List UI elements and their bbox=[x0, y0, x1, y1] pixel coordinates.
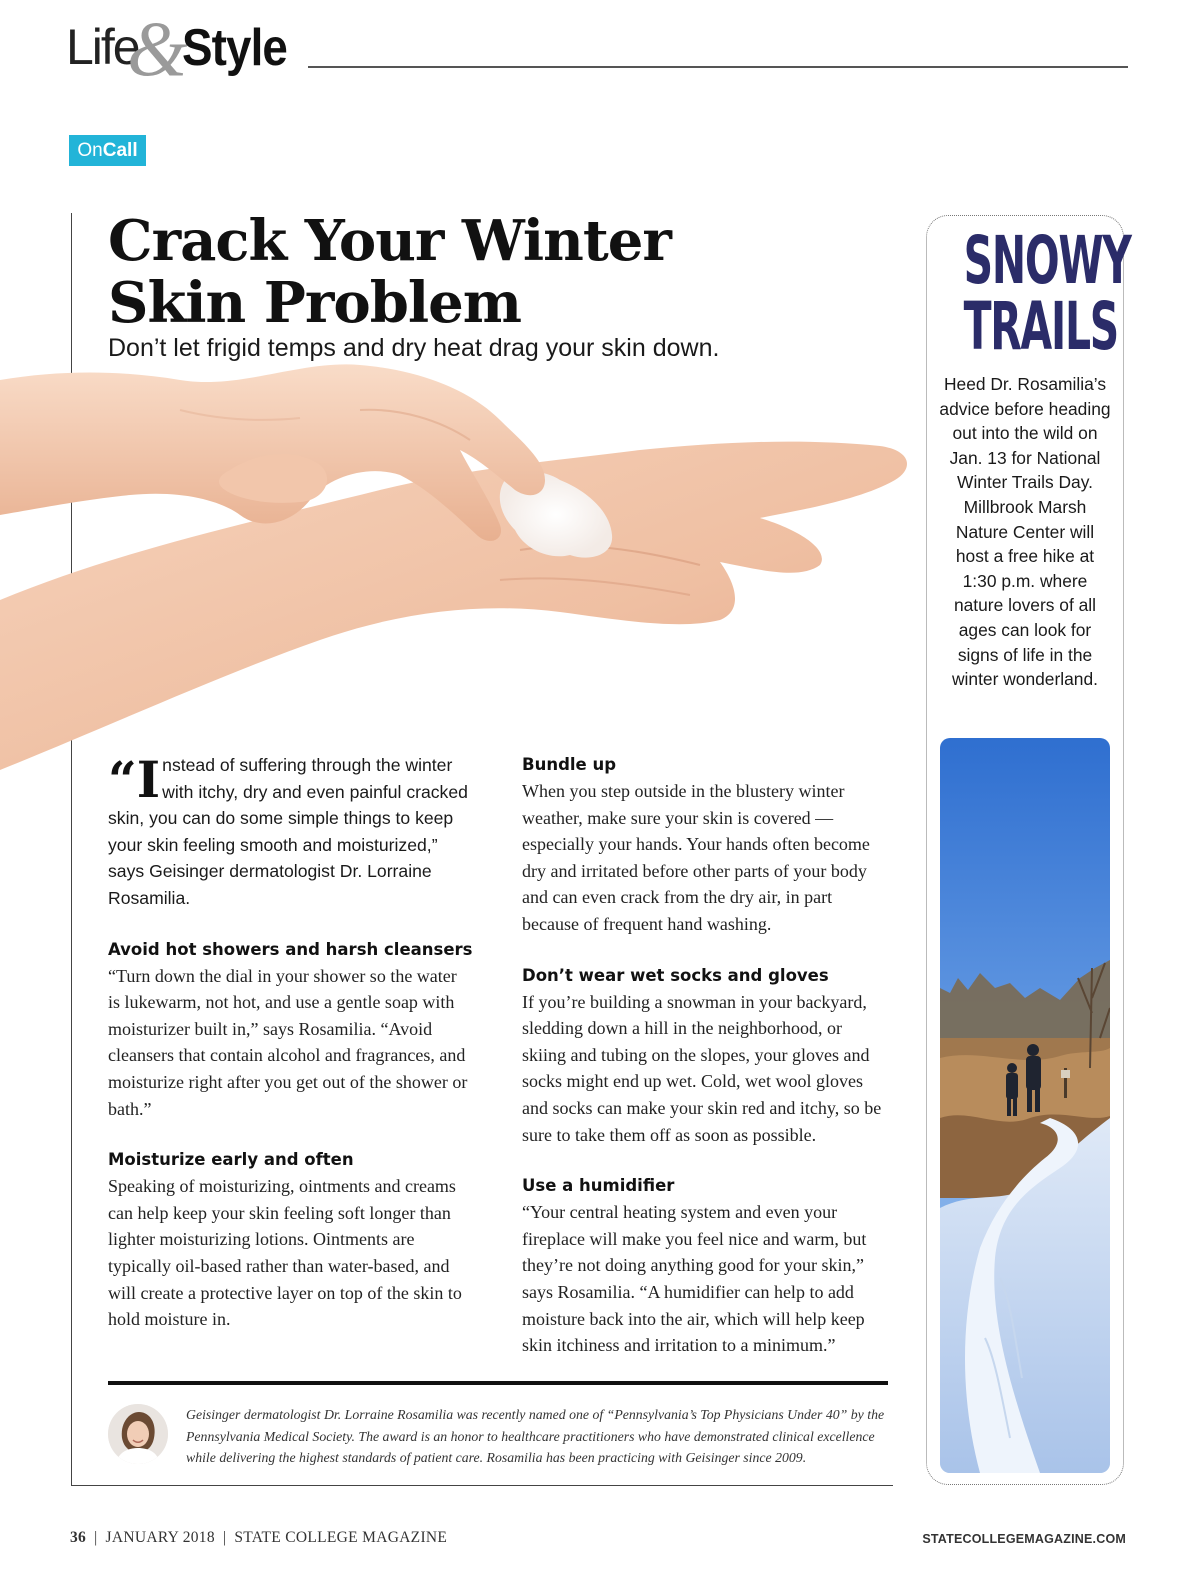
author-portrait-icon bbox=[108, 1404, 168, 1464]
section-heading: Moisturize early and often bbox=[108, 1150, 354, 1170]
section-body: “Turn down the dial in your shower so the water is lukewarm, not hot, and use a gentle soap with moisturizer built in,” says Rosamilia. “Avoid cleansers that contain alcohol and fragrances, and moisturize right after you get out of the shower or bath.” bbox=[108, 965, 468, 1119]
footer-separator: | bbox=[222, 1529, 227, 1546]
article-section bbox=[522, 963, 887, 1149]
page-number: 36 bbox=[70, 1529, 87, 1546]
footer-left bbox=[70, 1529, 447, 1547]
section-body: If you’re building a snowman in your backyard, sledding down a hill in the neighborhood, or skiing and tubing on the slopes, your gloves and socks might end up wet. Cold, wet wool gloves and socks can make your skin red and itchy, so be sure to take them off as soon as possible. bbox=[522, 991, 882, 1145]
section-heading: Avoid hot showers and harsh cleansers bbox=[108, 939, 473, 959]
article-column-left bbox=[108, 752, 473, 1358]
header-rule bbox=[308, 66, 1128, 68]
article-column-right bbox=[522, 752, 887, 1384]
article-intro bbox=[108, 752, 473, 912]
footer-separator: | bbox=[94, 1529, 98, 1546]
article-section bbox=[522, 752, 887, 938]
section-body: When you step outside in the blustery winter weather, make sure your skin is covered — especially your hands. Your hands often become dry and irritated before other parts of your body and can even crack from the dry air, in part because of frequent hand washing. bbox=[522, 781, 870, 934]
article-deck: Don’t let frigid temps and dry heat drag your skin down. bbox=[108, 334, 720, 362]
oncall-tag bbox=[69, 135, 146, 166]
section-body: “Your central heating system and even your fireplace will make you feel nice and warm, but they’re not doing anything good for your skin,” says Rosamilia. “A humidifier can help to add moisture back into the air, which will help keep skin itchiness and irritation to a minimum.” bbox=[522, 1202, 867, 1356]
article-section bbox=[108, 937, 473, 1123]
intro-text: nstead of suffering through the winter with itchy, dry and even painful cracked skin, you can do some simple things to keep your skin feeling smooth and moisturized,” says Geisinger dermatologist Dr. Lorraine Rosamilia. bbox=[108, 755, 468, 908]
magazine-name: STATE COLLEGE MAGAZINE bbox=[234, 1529, 448, 1546]
headline-line-1: Crack Your Winter bbox=[108, 208, 671, 274]
section-heading: Don’t wear wet socks and gloves bbox=[522, 965, 829, 985]
article-headline bbox=[108, 210, 748, 334]
headline-line-2: Skin Problem bbox=[108, 270, 522, 336]
sidebar-title-line-2: TRAILS bbox=[963, 288, 1119, 365]
bio-rule bbox=[108, 1381, 888, 1385]
article-section bbox=[108, 1147, 473, 1333]
hands-lotion-illustration bbox=[0, 350, 920, 780]
author-bio: Geisinger dermatologist Dr. Lorraine Rosamilia was recently named one of “Pennsylvania’s Top Physicians Under 40” by the Pennsylvania Medical Society. The award is an honor to healthcare practitioners who have demonstrated clinical excellence while delivering the highest standards of patient care. Rosamilia has been practicing with Geisinger since 2009. bbox=[186, 1407, 885, 1465]
section-heading: Use a humidifier bbox=[522, 1176, 675, 1196]
section-title-life: Life bbox=[66, 19, 139, 75]
article-section bbox=[522, 1173, 887, 1359]
snowy-trail-photo bbox=[940, 738, 1110, 1473]
frame-bottom-line bbox=[71, 1485, 893, 1486]
sidebar-title-line-1: SNOWY bbox=[963, 222, 1131, 299]
section-title-ampersand: & bbox=[127, 5, 188, 92]
issue-date: JANUARY 2018 bbox=[105, 1529, 215, 1546]
section-title-style: Style bbox=[182, 19, 287, 77]
sidebar-text: Heed Dr. Rosamilia’s advice before heading out into the wild on Jan. 13 for National Winter Trails Day. Millbrook Marsh Nature Center will host a free hike at 1:30 p.m. where nature lovers of all ages can look for signs of life in the winter wonderland. bbox=[939, 374, 1111, 690]
intro-quote-mark: “ bbox=[108, 750, 137, 809]
oncall-tag-on: On bbox=[77, 140, 103, 161]
sidebar-title bbox=[963, 222, 1131, 365]
intro-dropcap bbox=[108, 750, 161, 809]
section-body: Speaking of moisturizing, ointments and creams can help keep your skin feeling soft longer than lighter moisturizing lotions. Ointments are typically oil-based rather than water-based, and will create a protective layer on top of the skin to hold moisture in. bbox=[108, 1176, 462, 1330]
intro-dropcap-letter: I bbox=[136, 750, 161, 809]
section-heading: Bundle up bbox=[522, 755, 617, 774]
oncall-tag-call: Call bbox=[102, 140, 138, 161]
author-avatar bbox=[108, 1404, 168, 1464]
footer-website: STATECOLLEGEMAGAZINE.COM bbox=[922, 1532, 1126, 1546]
